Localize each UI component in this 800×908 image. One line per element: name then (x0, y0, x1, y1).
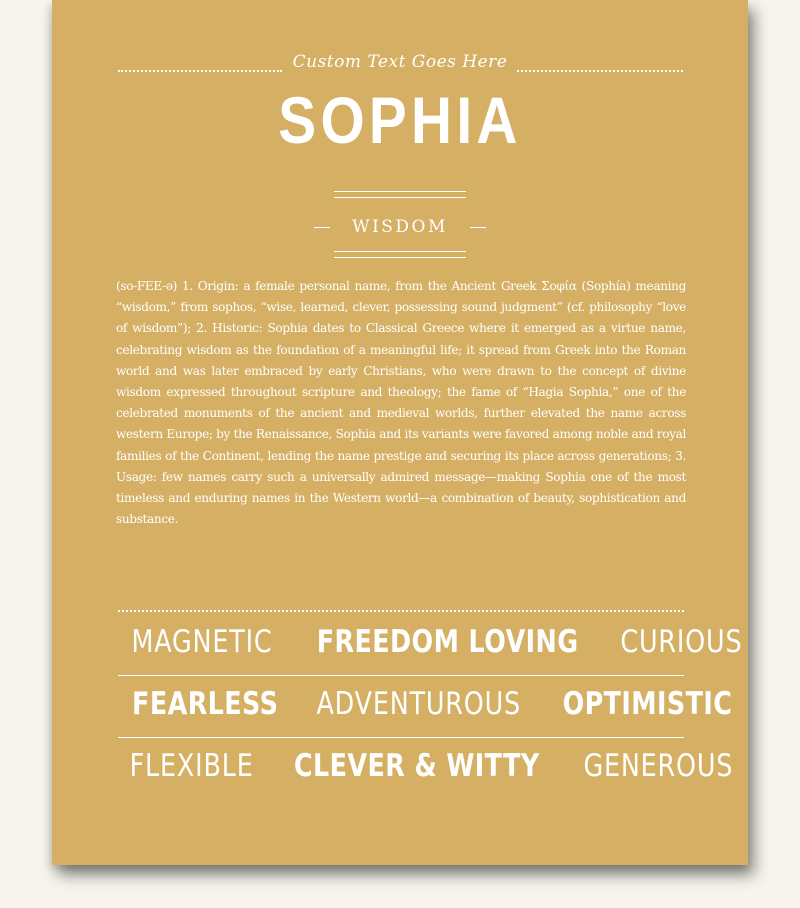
traits-row-1 (116, 624, 743, 660)
double-rule-bottom-1 (334, 251, 466, 252)
trait-word: FEARLESS (132, 686, 279, 722)
trait-rule-2 (118, 737, 684, 738)
trait-word: ADVENTUROUS (316, 686, 522, 722)
name-definition: (so-FEE-ə) 1. Origin: a female personal name, from the Ancient Greek Σοφία (Sophía) meaning “wisdom,” from sophos, “wise, learned, clever, possessing sound judgment” (cf. philosophy “love of wisdom”); 2. Historic: Sophia dates to Classical Greece where it emerged as a virtue name, celebrating wisdom as the foundation of a meaningful life; it spread from Greek into the Roman world and was later embraced by early Christians, who were drawn to the concept of divine wisdom expressed throughout scripture and theology; the fame of “Hagia Sophia,” one of the celebrated monuments of the ancient and medieval worlds, further elevated the name across western Europe; by the Renaissance, Sophia and its variants were favored among noble and royal families of the Continent, lending the name prestige and securing its place across generations; 3. Usage: few names carry such a universally admired message—making Sophia one of the most timeless and enduring names in the Western world—a combination of beauty, sophistication and substance. (116, 279, 686, 527)
double-rule-bottom-2 (334, 257, 466, 258)
traits-row-3 (116, 748, 733, 784)
trait-word: CURIOUS (620, 624, 743, 660)
trait-rule-1 (118, 675, 684, 676)
trait-word: OPTIMISTIC (562, 686, 733, 722)
trait-word: GENEROUS (583, 748, 733, 784)
trait-word: FREEDOM LOVING (316, 624, 579, 660)
dotted-divider-traits (118, 610, 684, 612)
double-rule-top-1 (334, 191, 466, 192)
trait-word: CLEVER & WITTY (294, 748, 540, 784)
trait-word: MAGNETIC (131, 624, 273, 660)
name-meaning: WISDOM (352, 217, 448, 237)
traits-row-2 (116, 686, 733, 722)
meaning-rule-right (470, 227, 486, 228)
name-title: SOPHIA (278, 83, 522, 157)
custom-tagline: Custom Text Goes Here (292, 52, 508, 72)
name-poster (52, 0, 748, 865)
trait-word: FLEXIBLE (129, 748, 254, 784)
double-rule-top-2 (334, 197, 466, 198)
